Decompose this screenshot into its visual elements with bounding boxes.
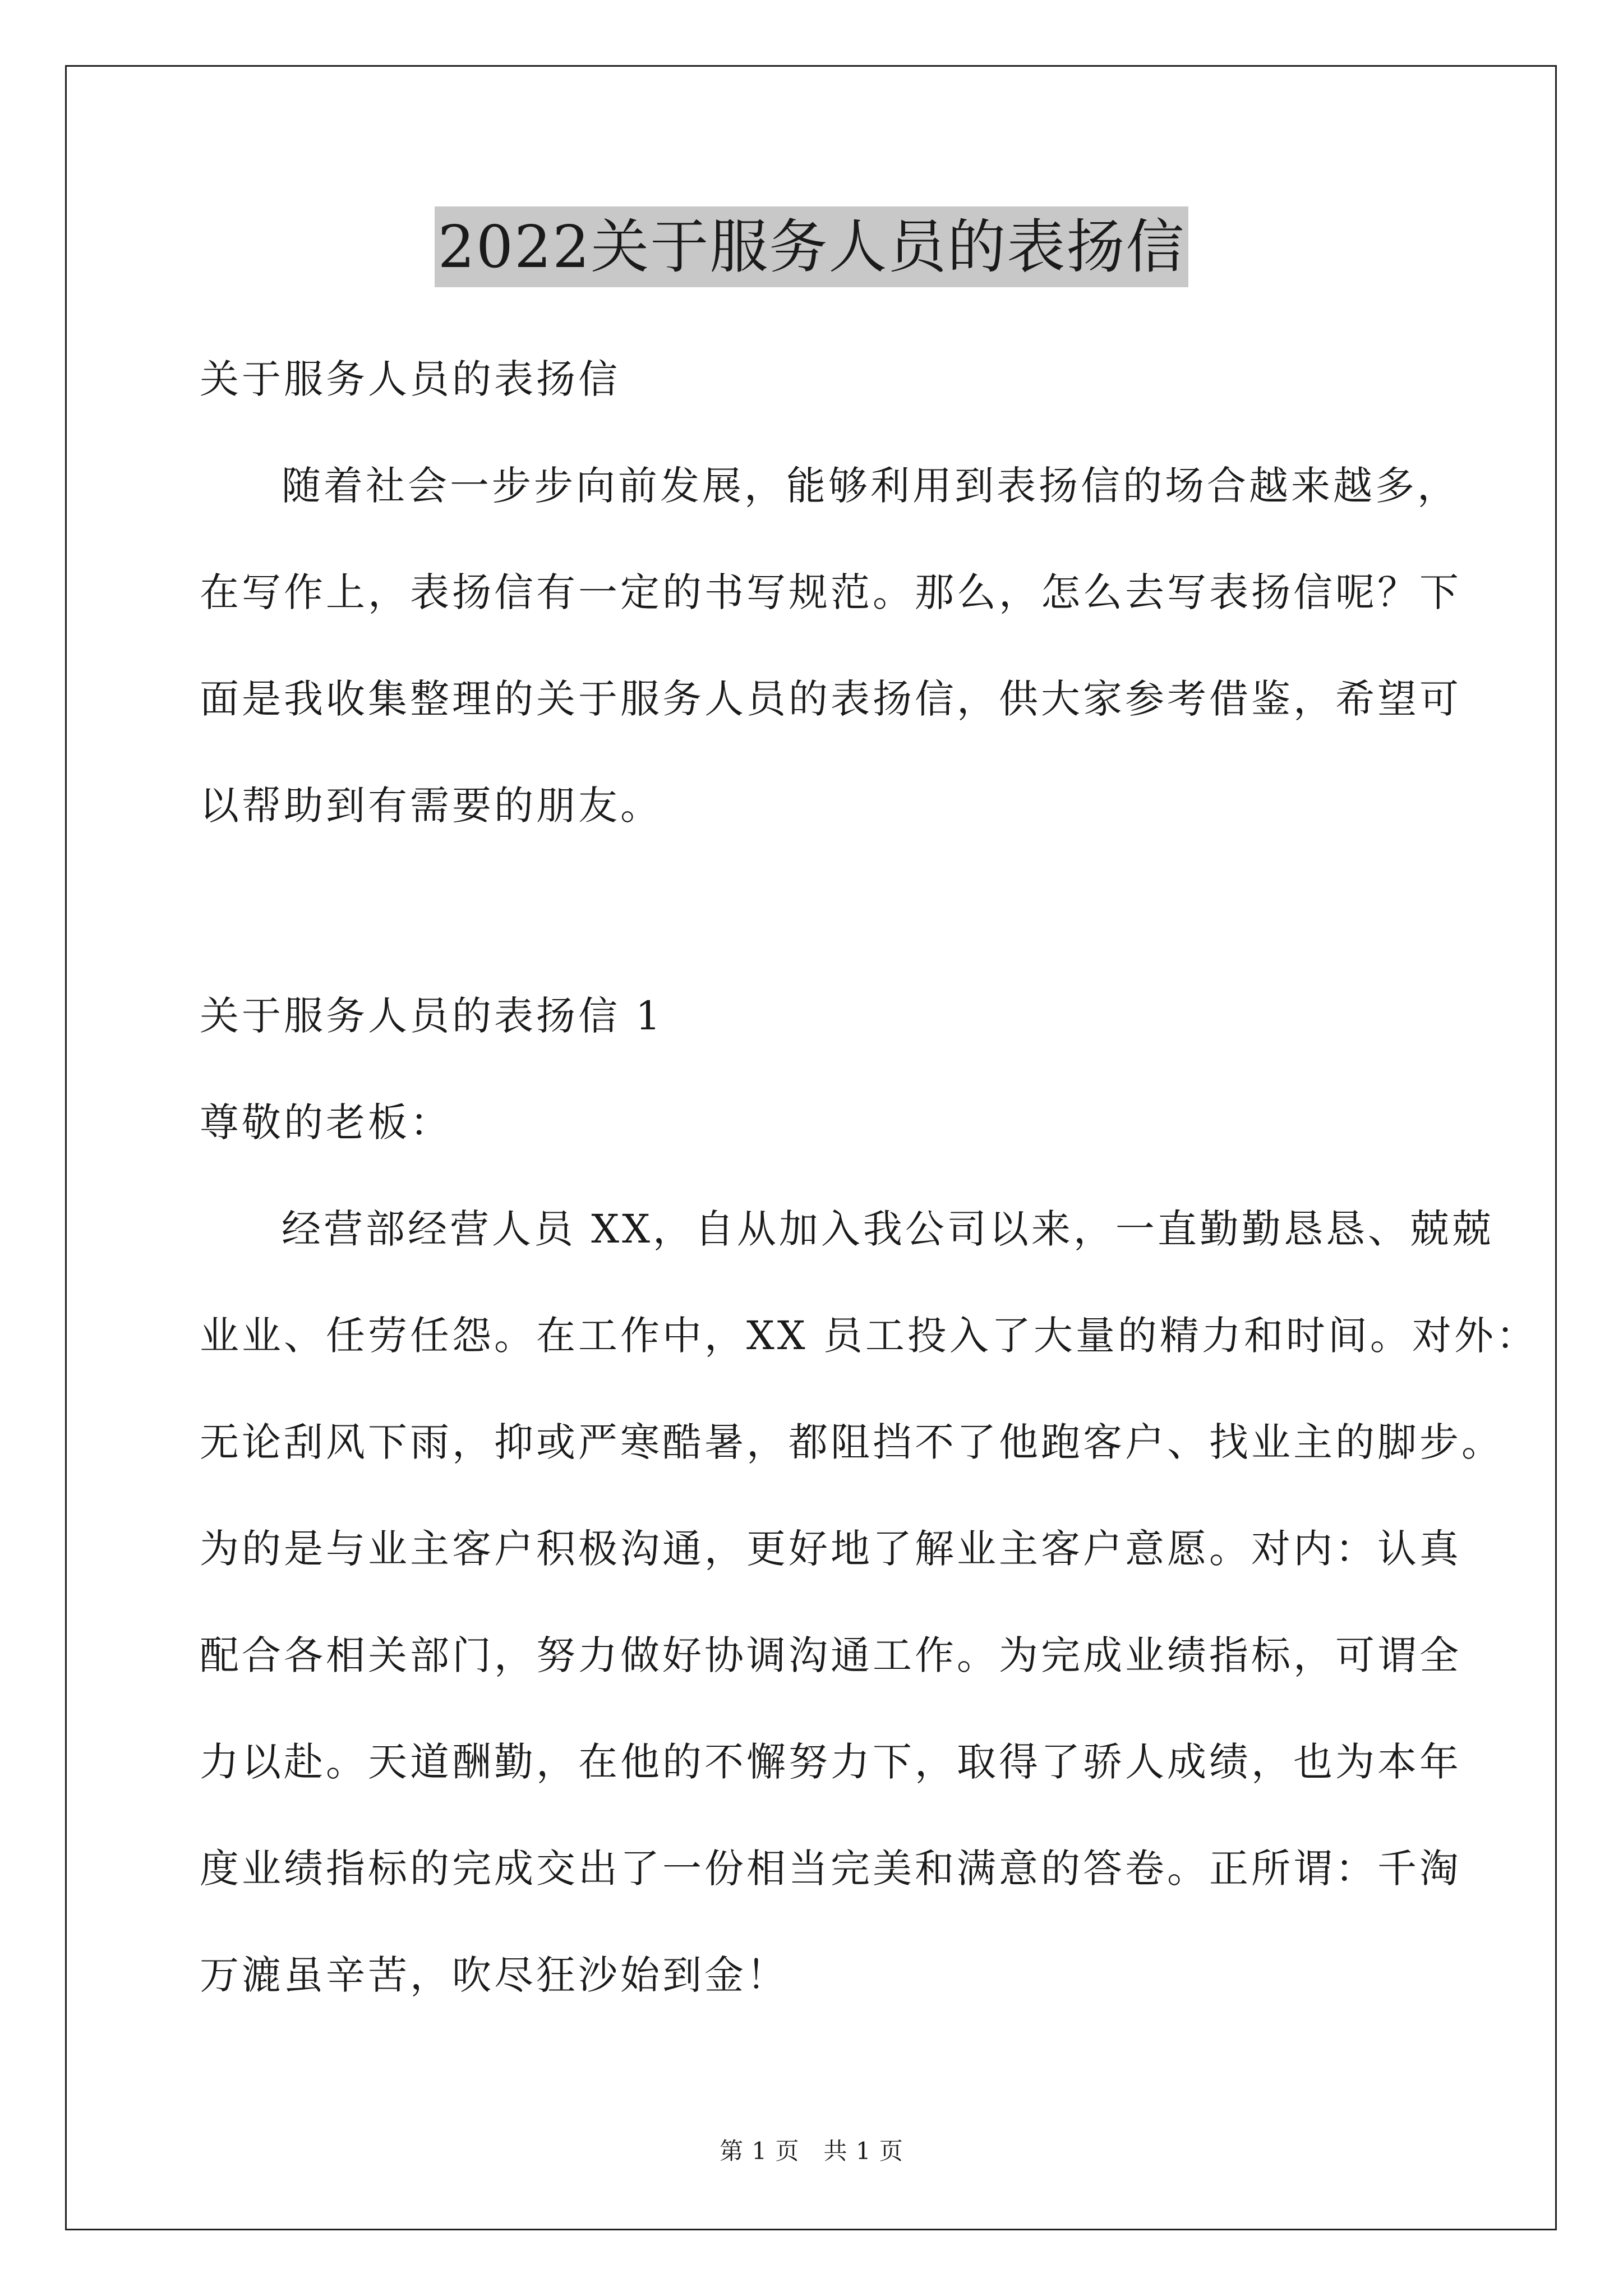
body-line: 为的是与业主客户积极沟通，更好地了解业主客户意愿。对内：认真: [200, 1526, 1461, 1572]
body-line: 业业、任劳任怨。在工作中，XX 员工投入了大量的精力和时间。对外：: [200, 1313, 1538, 1359]
intro-line: 以帮助到有需要的朋友。: [200, 783, 662, 829]
salutation: 尊敬的老板：: [200, 1099, 452, 1145]
body-line: 万漉虽辛苦，吹尽狂沙始到金！: [200, 1952, 789, 1998]
body-line: 经营部经营人员 XX，自从加入我公司以来，一直勤勤恳恳、兢兢: [282, 1206, 1494, 1252]
body-line: 配合各相关部门，努力做好协调沟通工作。为完成业绩指标，可谓全: [200, 1632, 1461, 1678]
body-line: 力以赴。天道酬勤，在他的不懈努力下，取得了骄人成绩，也为本年: [200, 1739, 1461, 1785]
intro-line: 随着社会一步步向前发展，能够利用到表扬信的场合越来越多，: [282, 463, 1459, 509]
title-container: [0, 206, 1623, 287]
subtitle: 关于服务人员的表扬信: [200, 356, 620, 402]
document-title: 2022关于服务人员的表扬信: [435, 206, 1189, 287]
intro-line: 在写作上，表扬信有一定的书写规范。那么，怎么去写表扬信呢？下: [200, 569, 1461, 615]
body-line: 度业绩指标的完成交出了一份相当完美和满意的答卷。正所谓：千淘: [200, 1846, 1461, 1892]
section-heading: 关于服务人员的表扬信 1: [200, 993, 663, 1039]
intro-line: 面是我收集整理的关于服务人员的表扬信，供大家参考借鉴，希望可: [200, 676, 1461, 722]
body-line: 无论刮风下雨，抑或严寒酷暑，都阻挡不了他跑客户、找业主的脚步。: [200, 1419, 1504, 1465]
page-footer: 第 1 页 共 1 页: [720, 2137, 903, 2165]
